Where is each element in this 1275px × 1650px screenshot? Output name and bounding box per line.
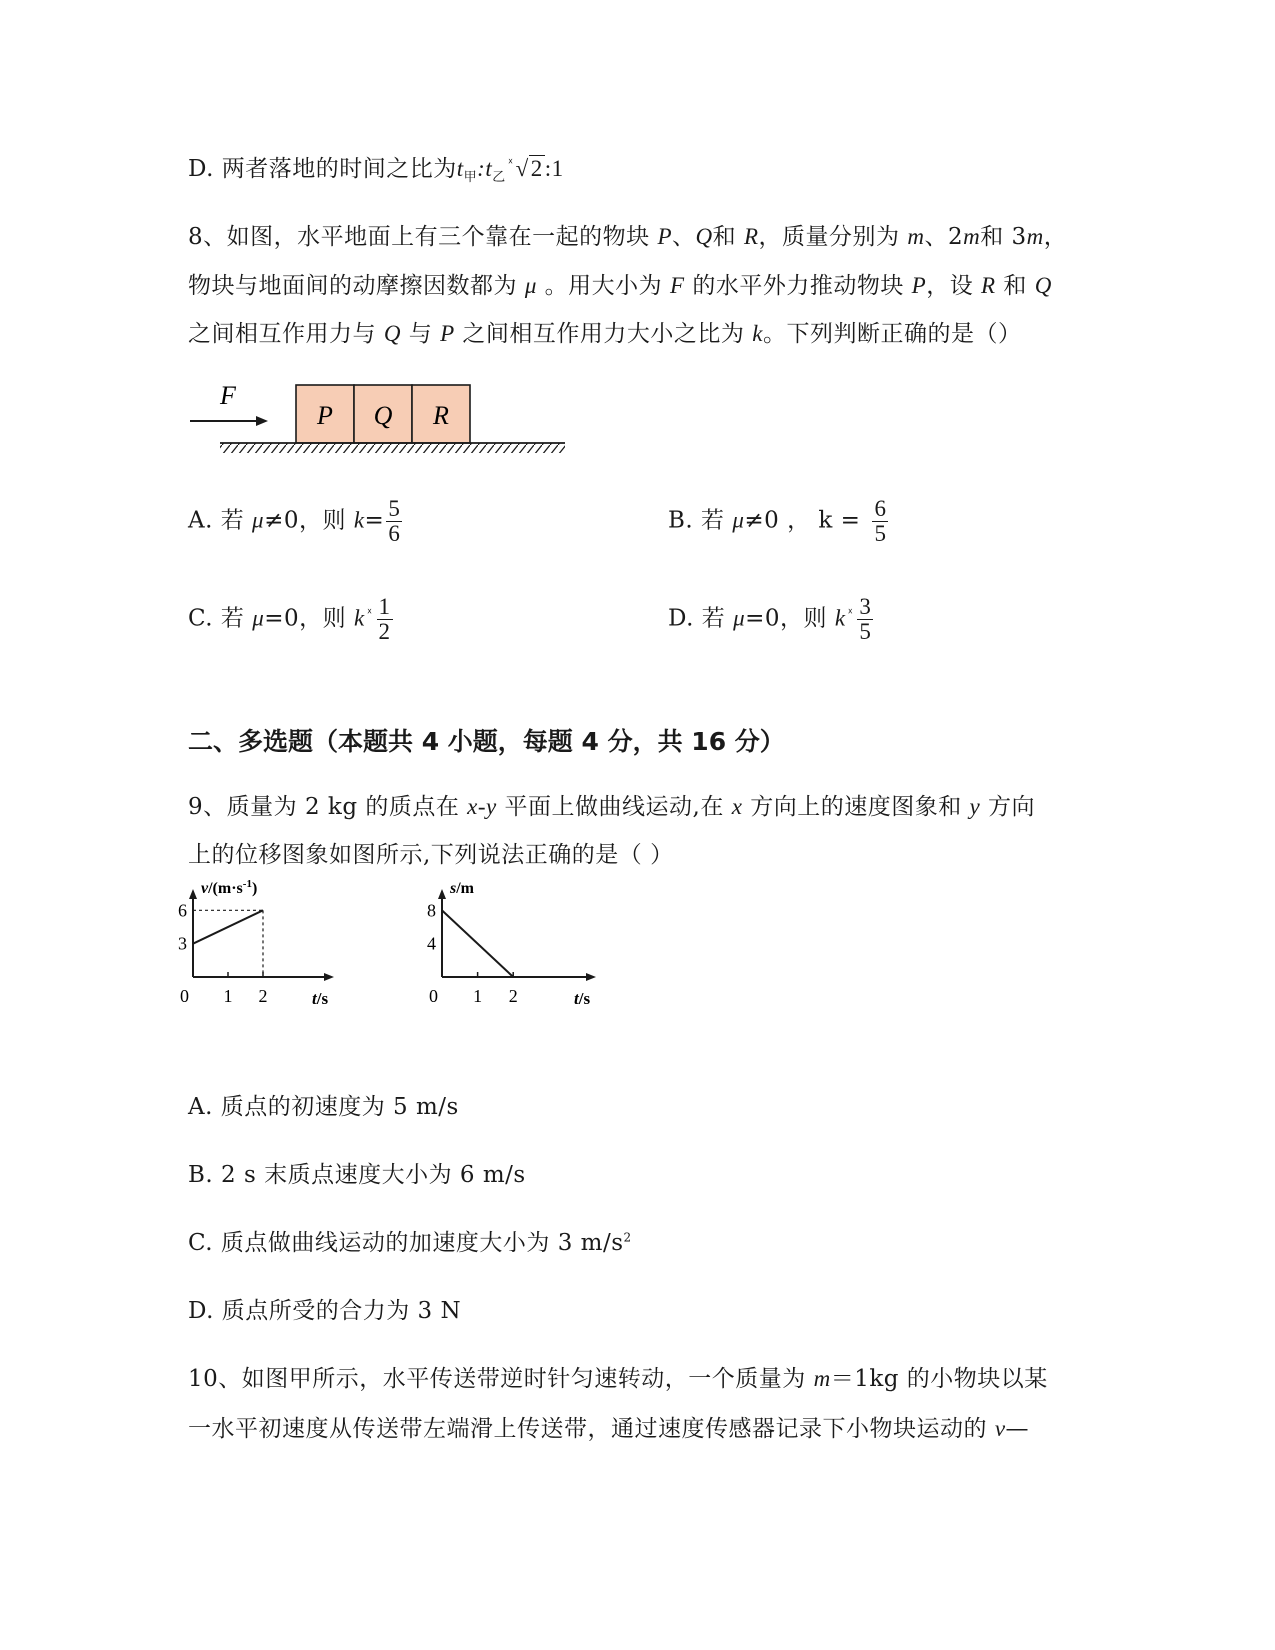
velocity-time-chart xyxy=(178,878,358,1070)
text: 。下列判断正确的是（） xyxy=(762,321,1022,347)
condition: =0，则 xyxy=(745,605,835,632)
x-tick-label: 1 xyxy=(473,986,483,1006)
text: ＝1kg 的小物块以某 xyxy=(830,1366,1048,1392)
numerator: 6 xyxy=(874,496,887,521)
equals: = xyxy=(364,507,385,534)
denominator: 5 xyxy=(874,521,887,547)
fraction xyxy=(857,595,873,644)
var-k: k xyxy=(353,605,365,631)
ground-hatch xyxy=(220,443,565,453)
option-label: D. 若 xyxy=(668,605,734,632)
var: m xyxy=(813,1366,831,1391)
q8-option-c xyxy=(188,595,395,644)
var: P xyxy=(440,321,455,346)
radicand: 2 xyxy=(530,156,543,181)
x-axis-label: t/s xyxy=(312,989,329,1008)
subscript: 乙 xyxy=(492,170,506,185)
text: 与 xyxy=(400,321,441,347)
text: 的水平外力推动物块 xyxy=(684,273,912,299)
colon: : xyxy=(477,156,486,181)
fraction xyxy=(377,595,393,644)
var: Q xyxy=(695,224,713,249)
q9-stem-line2: 上的位移图象如图所示,下列说法正确的是（ ） xyxy=(188,842,674,868)
option-label: B. 若 xyxy=(668,507,733,534)
q7-option-d xyxy=(188,150,564,185)
q8-option-b xyxy=(668,497,890,546)
subscript: 甲 xyxy=(463,170,478,185)
var: R xyxy=(981,273,996,298)
condition: ≠0，则 xyxy=(264,507,354,534)
var: m xyxy=(907,224,925,249)
q8-stem-line3 xyxy=(188,315,1021,348)
text: 。用大小为 xyxy=(536,273,670,299)
text: 方向 xyxy=(980,794,1036,820)
var: P xyxy=(911,273,927,298)
x-tick-label: 1 xyxy=(223,986,233,1006)
block-label: Q xyxy=(373,401,393,430)
var-t: t xyxy=(485,156,493,181)
numerator: 3 xyxy=(859,594,872,619)
var: m xyxy=(1026,224,1044,249)
series-line xyxy=(442,910,513,977)
section-heading: 二、多选题（本题共 4 小题，每题 4 分，共 16 分） xyxy=(188,727,785,756)
denominator: 2 xyxy=(378,619,391,645)
text: 和 xyxy=(712,224,744,250)
text: 之间相互作用力与 xyxy=(188,321,384,347)
var: Q xyxy=(383,321,401,346)
y-axis-label: s/m xyxy=(450,880,475,897)
y-axis-label: $v/(m\cdot s^{-1})$ xyxy=(201,878,258,897)
x-tick-label: 2 xyxy=(258,986,268,1006)
var-mu: μ xyxy=(252,605,265,631)
arrow-head xyxy=(256,416,268,426)
superscript: 2 xyxy=(623,1230,632,1245)
y-tick-label: 3 xyxy=(178,933,187,954)
var: m xyxy=(963,224,981,249)
var: k xyxy=(752,321,763,346)
text: 和 xyxy=(995,273,1035,299)
q9-option-c xyxy=(188,1224,632,1257)
x-tick-label: 2 xyxy=(508,986,518,1006)
option-text: D. 两者落地的时间之比为 xyxy=(188,156,457,182)
var-mu: μ xyxy=(732,507,745,533)
var-k: k xyxy=(353,507,365,533)
block-label: P xyxy=(317,401,333,430)
q8-stem-line1 xyxy=(188,218,1067,251)
fraction xyxy=(872,497,888,546)
var: F xyxy=(669,273,685,298)
var-mu: μ xyxy=(733,605,746,631)
text: 物块与地面间的动摩擦因数都为 xyxy=(188,273,525,299)
sqrt-expression: √2 xyxy=(515,156,543,181)
var-k: k xyxy=(834,605,846,631)
text: 、 xyxy=(672,224,696,250)
garbled-symbol: ᕁ xyxy=(507,157,514,170)
var-t: t xyxy=(456,156,464,181)
x-axis-arrow xyxy=(324,973,334,981)
origin-label: 0 xyxy=(180,986,189,1006)
text: ， xyxy=(1043,224,1068,250)
q10-stem-line1 xyxy=(188,1360,1048,1393)
var-mu: μ xyxy=(252,507,265,533)
q9-option-b: B. 2 s 末质点速度大小为 6 m/s xyxy=(188,1162,526,1188)
q8-option-a xyxy=(188,497,404,546)
q9-option-a: A. 质点的初速度为 5 m/s xyxy=(188,1094,459,1120)
text: 和 3 xyxy=(980,224,1027,250)
text: 、2 xyxy=(924,224,964,250)
q8-option-d xyxy=(668,595,875,644)
text: 之间相互作用力大小之比为 xyxy=(454,321,753,347)
text: 9、质量为 2 kg 的质点在 xyxy=(188,794,468,820)
var: v xyxy=(994,1416,1006,1441)
text: 方向上的速度图象和 xyxy=(742,794,970,820)
var: y xyxy=(969,794,981,819)
var: μ xyxy=(524,273,537,298)
var: Q xyxy=(1034,273,1052,298)
var: P xyxy=(657,224,673,249)
q10-stem-line2 xyxy=(188,1410,1029,1443)
option-text: C. 质点做曲线运动的加速度大小为 3 m/s xyxy=(188,1230,624,1256)
text: ，设 xyxy=(926,273,982,299)
force-label: F xyxy=(220,381,236,410)
option-label: A. 若 xyxy=(188,507,253,534)
y-tick-label: 4 xyxy=(427,933,436,954)
text: 8、如图，水平地面上有三个靠在一起的物块 xyxy=(188,224,658,250)
series-line xyxy=(193,910,263,943)
text: 平面上做曲线运动,在 xyxy=(496,794,732,820)
condition: =0，则 xyxy=(264,605,354,632)
text: — xyxy=(1005,1416,1030,1442)
denominator: 5 xyxy=(859,619,872,645)
option-label: C. 若 xyxy=(188,605,253,632)
y-axis-arrow xyxy=(189,889,197,899)
block-label: R xyxy=(433,401,449,430)
text: 10、如图甲所示，水平传送带逆时针匀速转动，一个质量为 xyxy=(188,1366,814,1392)
q8-blocks-figure xyxy=(190,381,570,465)
condition: ≠0 ， k = xyxy=(744,507,861,534)
var: x xyxy=(731,794,743,819)
y-tick-label: 8 xyxy=(427,900,436,921)
numerator: 5 xyxy=(388,496,401,521)
var: x-y xyxy=(467,794,497,819)
origin-label: 0 xyxy=(429,986,438,1006)
fraction xyxy=(386,497,402,546)
denominator: 6 xyxy=(388,521,401,547)
y-tick-label: 6 xyxy=(178,900,187,921)
garbled-symbol: ᕁ xyxy=(366,606,373,620)
ratio-tail: :1 xyxy=(544,156,564,181)
displacement-time-chart xyxy=(427,880,618,1070)
x-axis-label: t/s xyxy=(574,989,591,1008)
q9-option-d: D. 质点所受的合力为 3 N xyxy=(188,1298,462,1324)
numerator: 1 xyxy=(378,594,391,619)
q8-stem-line2 xyxy=(188,267,1052,300)
y-axis-arrow xyxy=(438,889,446,899)
text: ，质量分别为 xyxy=(758,224,908,250)
q9-stem-line1 xyxy=(188,788,1035,821)
garbled-symbol: ᕁ xyxy=(847,606,854,620)
var: R xyxy=(743,224,759,249)
blocks xyxy=(296,385,470,443)
x-axis-arrow xyxy=(586,973,596,981)
text: 一水平初速度从传送带左端滑上传送带，通过速度传感器记录下小物块运动的 xyxy=(188,1416,995,1442)
